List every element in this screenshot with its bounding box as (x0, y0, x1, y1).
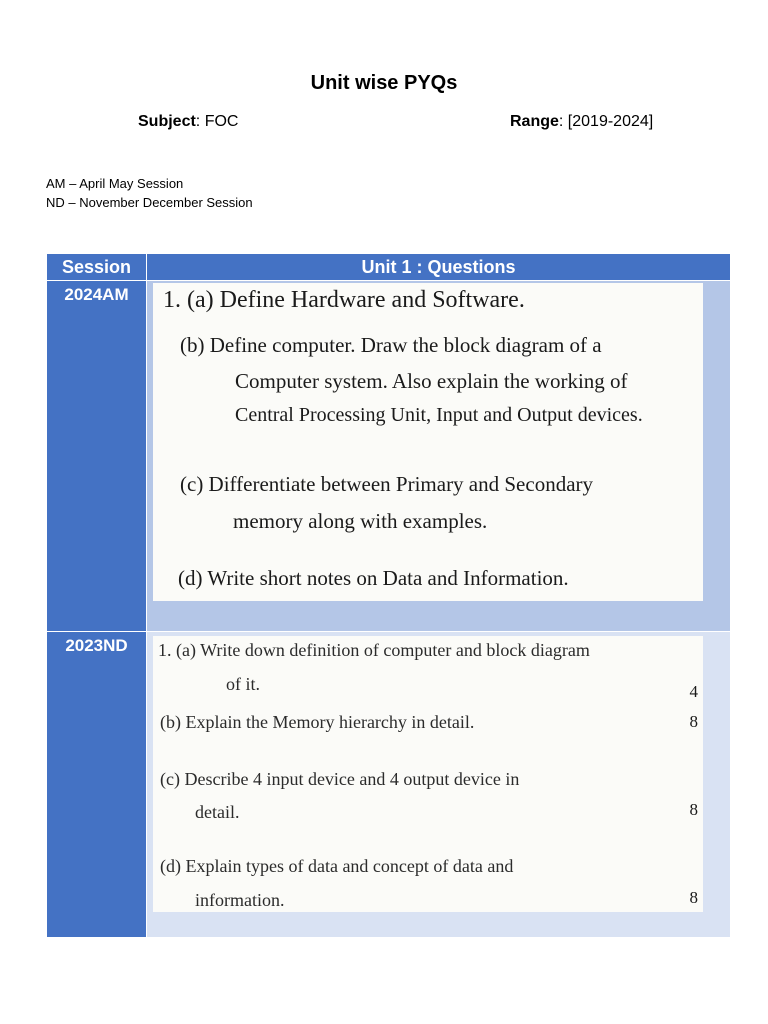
subject-label: Subject (138, 113, 196, 130)
marks-value: 8 (689, 712, 698, 731)
legend-nd: ND – November December Session (46, 195, 253, 210)
range-value: : [2019-2024] (558, 113, 654, 130)
question-line: memory along with examples. (233, 509, 488, 533)
scanned-question-image (153, 636, 703, 912)
scanned-question-image (153, 283, 703, 601)
question-line: Computer system. Also explain the working of (235, 369, 628, 393)
question-line: (b) Define computer. Draw the block diagram of a (180, 333, 602, 357)
question-line: 1. (a) Write down definition of computer and block diagram (158, 640, 590, 660)
question-line: information. (195, 890, 285, 910)
question-line: (c) Describe 4 input device and 4 output device in (160, 769, 520, 789)
subject-line (138, 113, 238, 131)
question-line: (c) Differentiate between Primary and Secondary (180, 472, 594, 496)
question-line: Central Processing Unit, Input and Output devices. (235, 404, 643, 426)
table-header-row (47, 254, 731, 281)
session-cell: 2024AM (47, 281, 147, 632)
header-session: Session (47, 254, 147, 281)
question-line: 1. (a) Define Hardware and Software. (163, 287, 525, 313)
questions-cell (147, 632, 731, 938)
session-cell: 2023ND (47, 632, 147, 938)
marks-value: 8 (689, 800, 698, 819)
page-title: Unit wise PYQs (310, 72, 458, 94)
question-line: detail. (195, 802, 240, 822)
question-line: (d) Write short notes on Data and Information. (178, 566, 569, 590)
legend-am: AM – April May Session (46, 176, 184, 191)
marks-value: 8 (689, 888, 698, 907)
range-label: Range (510, 113, 559, 130)
question-line: (d) Explain types of data and concept of data and (160, 856, 514, 876)
subject-value: : FOC (195, 113, 239, 130)
table-row (47, 632, 731, 938)
table-row (47, 281, 731, 632)
question-line: (b) Explain the Memory hierarchy in detail. (160, 712, 475, 732)
header-questions: Unit 1 : Questions (147, 254, 731, 281)
questions-cell (147, 281, 731, 632)
marks-value: 4 (689, 682, 698, 701)
range-line (510, 113, 653, 131)
question-line: of it. (226, 674, 260, 694)
pyq-table (46, 253, 731, 938)
